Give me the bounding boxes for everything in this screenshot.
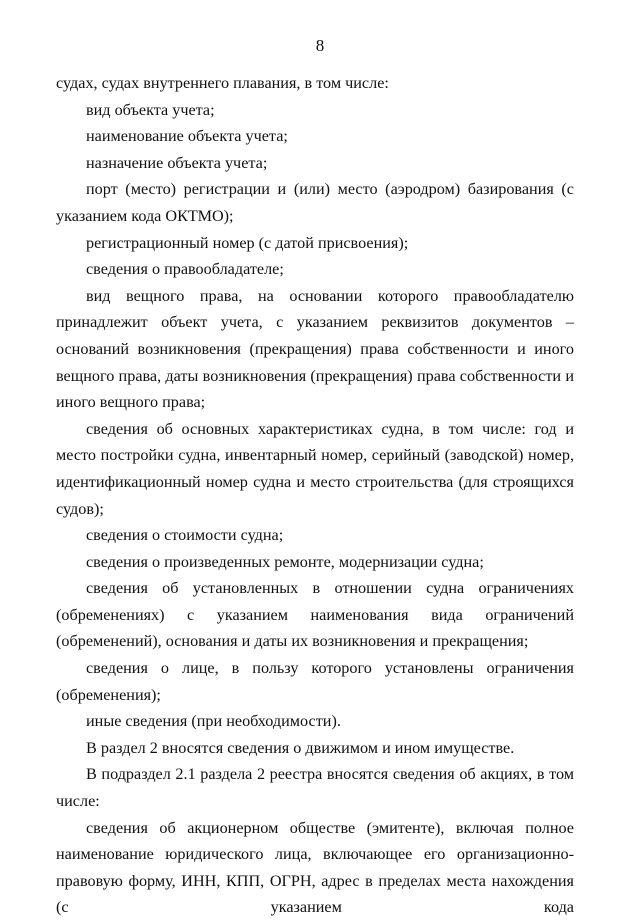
paragraph-registration-number: регистрационный номер (с датой присвоения); [86,233,409,252]
paragraph-beneficiary: сведения о лице, в пользу которого установлены ограничения (обременения); [56,659,574,704]
page-number: 8 [315,36,325,55]
paragraph-object-name: наименование объекта учета; [86,127,288,146]
paragraph-registration-port: порт (место) регистрации и (или) место (аэродром) базирования (с указанием кода ОКТМО); [56,180,574,225]
paragraph-vessel-cost: сведения о стоимости судна; [86,526,284,545]
paragraph-subsection-2-1: В подраздел 2.1 раздела 2 реестра вносятся сведения об акциях, в том числе: [56,765,574,811]
paragraph-issuer-info: сведения об акционерном обществе (эмитенте), включая полное наименование юридического лица, включающее его организационно-правовую форму, ИНН, КПП, ОГРН, адрес в пределах места нахождения (с указанием кода [56,818,574,917]
paragraph-vessel-repairs: сведения о произведенных ремонте, модернизации судна; [86,552,484,571]
paragraph-object-type: вид объекта учета; [86,100,215,119]
paragraph-object-purpose: назначение объекта учета; [86,153,268,172]
paragraph-vessel-characteristics: сведения об основных характеристиках судна, в том числе: год и место постройки судна, инвентарный номер, серийный (заводской) номер, идентификационный номер судна и место строительства (для строящихся судов); [56,419,574,518]
paragraph-encumbrances: сведения об установленных в отношении судна ограничениях (обременениях) с указанием наименования вида ограничений (обременений), основания и даты их возникновения и прекращения; [56,579,574,651]
document-body [56,70,574,921]
paragraph-property-right: вид вещного права, на основании которого правообладателю принадлежит объект учета, с указанием реквизитов документов – оснований возникновения (прекращения) права собственности и иного вещного права, даты возникновения (прекращения) права собственности и иного вещного права; [56,286,574,412]
paragraph-other-info: иные сведения (при необходимости). [86,712,341,731]
paragraph-vessels-continued: судах, судах внутреннего плавания, в том числе: [56,74,389,92]
paragraph-section-2: В раздел 2 вносятся сведения о движимом и ином имуществе. [86,738,515,757]
paragraph-rights-holder: сведения о правообладателе; [86,260,284,279]
